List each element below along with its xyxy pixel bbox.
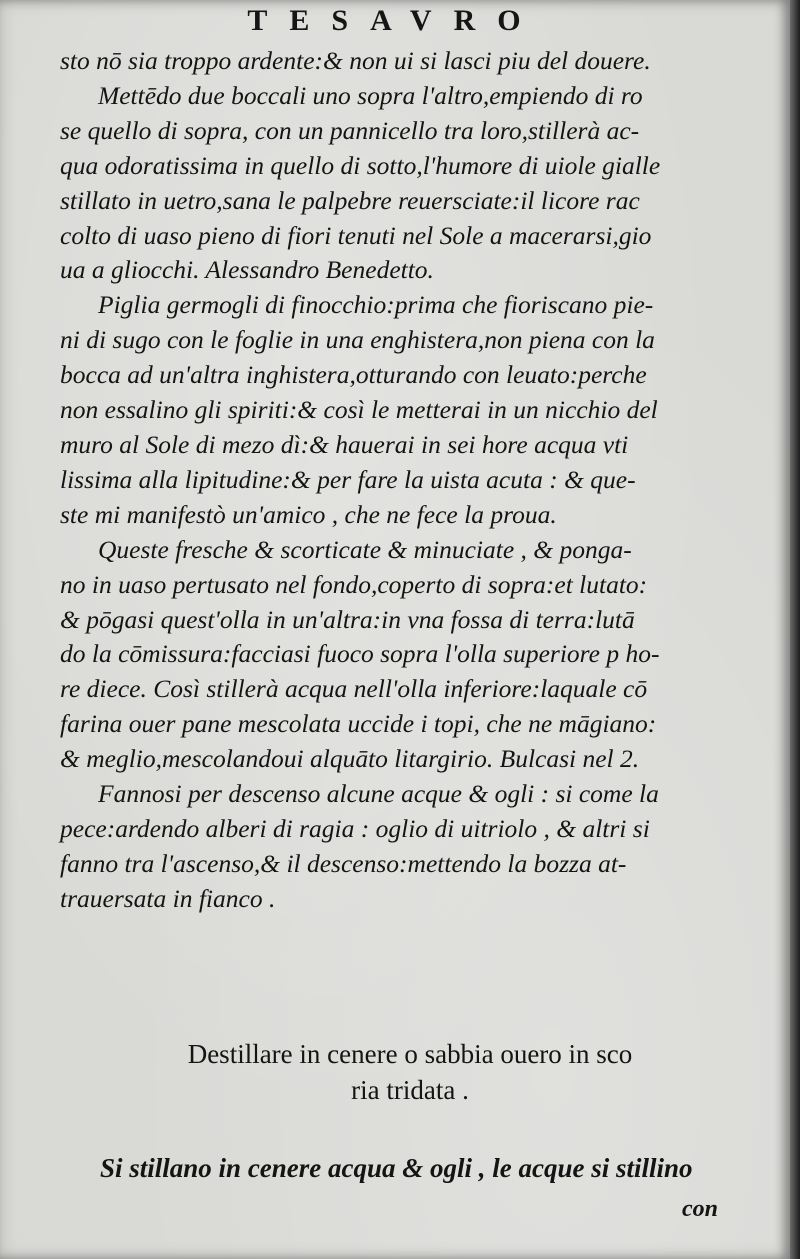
text-line: farina ouer pane mescolata uccide i topi, che ne māgiano: <box>60 709 657 739</box>
text-line: sto nō sia troppo ardente:& non ui si lasci piu del douere. <box>60 46 651 75</box>
text-line: qua odoratissima in quello di sotto,l'humore di uiole gialle <box>60 150 661 180</box>
text-line: no in uaso pertusato nel fondo,coperto di sopra:et lutato: <box>60 569 648 599</box>
text-line: lissima alla lipitudine:& per fare la uista acuta : & que- <box>60 464 636 494</box>
section-heading <box>60 1036 760 1108</box>
section-heading-line: Destillare in cenere o sabbia ouero in sco <box>187 1039 633 1069</box>
text-line: & meglio,mescolandoui alquāto litargirio. Bulcasi nel 2. <box>60 744 640 774</box>
text-line: pece:ardendo alberi di ragia : oglio di uitriolo , & altri si <box>60 813 650 843</box>
catchword: con <box>682 1196 718 1222</box>
text-line: Queste fresche & scorticate & minuciate , & ponga- <box>98 534 632 564</box>
running-head: TESAVRO <box>247 4 543 37</box>
text-line: colto di uaso pieno di fiori tenuti nel Sole a macerarsi,gio <box>60 220 652 250</box>
text-line: Piglia germogli di finocchio:prima che fioriscano pie- <box>98 290 654 320</box>
text-line: Fannosi per descenso alcune acque & ogli : si come la <box>98 779 659 809</box>
text-line: ua a gliocchi. Alessandro Benedetto. <box>60 255 434 285</box>
text-line: se quello di sopra, con un pannicello tra loro,stillerà ac- <box>60 115 640 145</box>
closing-line: Si stillano in cenere acqua & ogli , le acque si stillino <box>100 1153 693 1183</box>
text-line: re diece. Così stillerà acqua nell'olla inferiore:laquale cō <box>60 674 648 704</box>
text-line: Mettēdo due boccali uno sopra l'altro,empiendo di ro <box>98 80 643 110</box>
text-line: non essalino gli spiriti:& così le metterai in un nicchio del <box>60 395 658 425</box>
text-line: do la cōmissura:facciasi fuoco sopra l'olla superiore p ho- <box>60 639 660 669</box>
paragraph-4 <box>60 777 760 917</box>
paragraph-3 <box>60 533 760 777</box>
text-line: trauersata in fianco . <box>60 883 276 913</box>
paragraph-2 <box>60 288 760 532</box>
page-edge-shadow <box>790 0 800 1259</box>
text-line: ste mi manifestò un'amico , che ne fece la proua. <box>60 499 557 529</box>
text-line: bocca ad un'altra inghistera,otturando con leuato:perche <box>60 360 647 390</box>
body-text <box>60 44 760 917</box>
text-line: muro al Sole di mezo dì:& hauerai in sei hore acqua vti <box>60 429 629 459</box>
text-line: & pōgasi quest'olla in un'altra:in vna fossa di terra:lutā <box>60 604 635 634</box>
text-line: stillato in uetro,sana le palpebre reuersciate:il licore rac <box>60 185 640 215</box>
text-line: ni di sugo con le foglie in una enghistera,non piena con la <box>60 325 655 355</box>
text-line: fanno tra l'ascenso,& il descenso:mettendo la bozza at- <box>60 848 627 878</box>
paragraph-1 <box>60 44 760 288</box>
section-heading-line: ria tridata . <box>351 1075 469 1105</box>
